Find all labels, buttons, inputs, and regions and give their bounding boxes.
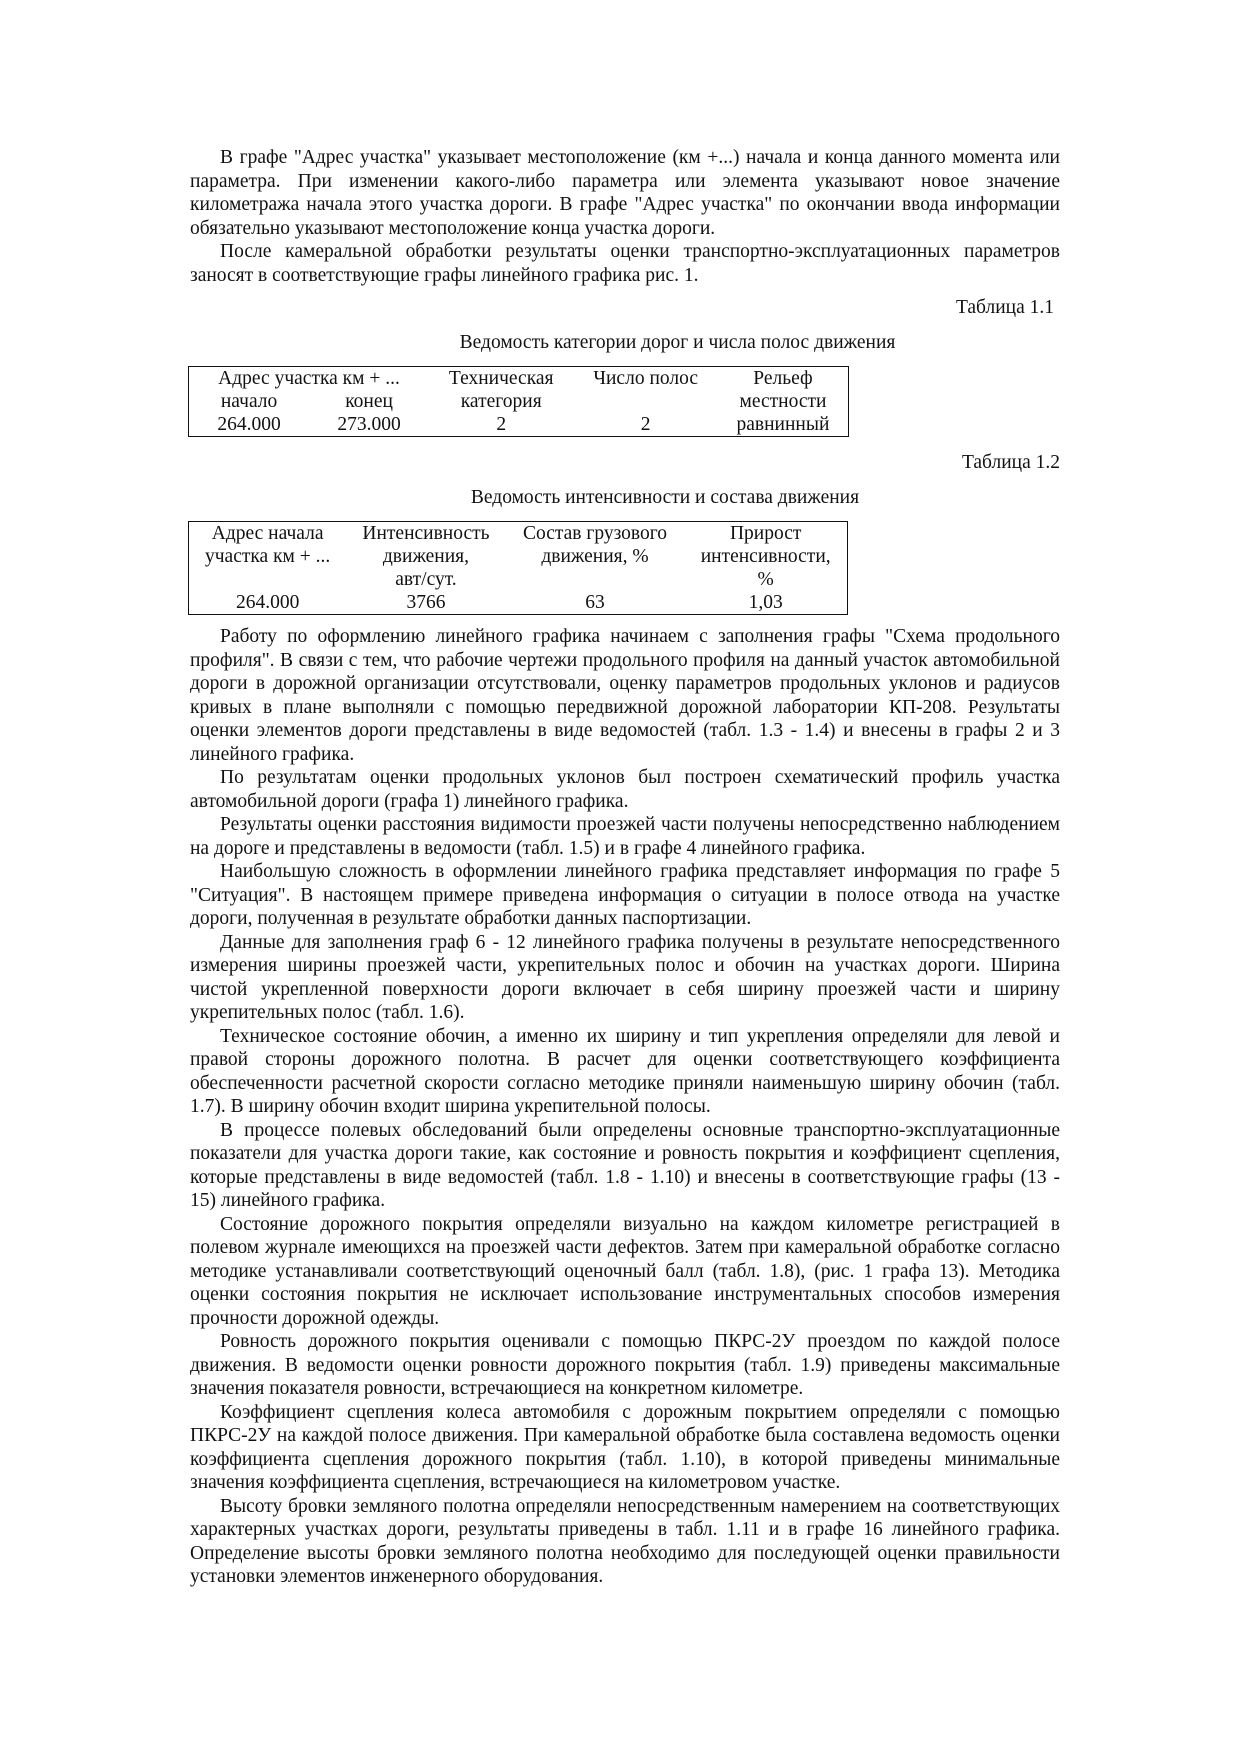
table-2-cell-composition: 63 bbox=[585, 592, 605, 613]
table-1-sub-start: начало bbox=[220, 391, 278, 412]
table-1-cell-start: 264.000 bbox=[217, 414, 281, 435]
document-page bbox=[190, 146, 1060, 1589]
paragraph: По результатам оценки продольных уклонов был построен схематический профиль участка автомобильной дороги (графа 1) линейного графика. bbox=[190, 767, 1060, 812]
table-1 bbox=[188, 366, 849, 437]
paragraph: Высоту бровки земляного полотна определяли непосредственным намерением на соответствующих характерных участках дороги, результаты приведены в табл. 1.11 и в графе 16 линейного графика. Определение высоты бровки земляного полотна необходимо для последующей оценки правильности установки элементов инженерного оборудования. bbox=[190, 1495, 1060, 1587]
table-2-h3-growth: % bbox=[757, 569, 774, 590]
table-row bbox=[189, 591, 848, 615]
paragraph: Работу по оформлению линейного графика начинаем с заполнения графы "Схема продольного профиля". В связи с тем, что рабочие чертежи продольного профиля на данный участок автомобильной дороги в дорожной организации отсутствовали, оценку параметров продольных уклонов и радиусов кривых в плане выполняли с помощью передвижной дорожной лаборатории КП-208. Результаты оценки элементов дороги представлены в виде ведомостей (табл. 1.3 - 1.4) и внесены в графы 2 и 3 линейного графика. bbox=[190, 626, 1060, 765]
table-1-cell-category: 2 bbox=[496, 414, 507, 435]
body-text bbox=[190, 625, 1060, 1589]
table-2-h3-composition bbox=[506, 568, 685, 591]
table-2-cell-intensity: 3766 bbox=[406, 592, 446, 613]
table-1-header-category: Техническая bbox=[448, 368, 554, 389]
table-1-sub-end: конец bbox=[345, 391, 393, 412]
table-2-h3-address bbox=[189, 568, 347, 591]
paragraph: Техническое состояние обочин, а именно их ширину и тип укрепления определяли для левой и правой стороны дорожного полотна. В расчет для оценки соответствующего коэффициента обеспеченности расчетной скорости согласно методике приняли наименьшую ширину обочин (табл. 1.7). В ширину обочин входит ширина укрепительной полосы. bbox=[190, 1025, 1060, 1117]
table-1-cell-lanes: 2 bbox=[640, 414, 651, 435]
table-1-sub-category: категория bbox=[460, 391, 542, 412]
table-2-h2-growth: интенсивности, bbox=[700, 546, 831, 567]
table-1-title: Ведомость категории дорог и числа полос движения bbox=[459, 332, 896, 353]
paragraph: Наибольшую сложность в оформлении линейного графика представляет информация по графе 5 "Ситуация". В настоящем примере приведена информация о ситуации в полосе отвода на участке дороги, полученная в результате обработки данных паспортизации. bbox=[190, 861, 1060, 929]
paragraph: В процессе полевых обследований были определены основные транспортно-эксплуатационные показатели для участка дороги такие, как состояние и ровность покрытия и коэффициент сцепления, которые представлены в виде ведомостей (табл. 1.8 - 1.10) и внесены в соответствующие графы (13 - 15) линейного графика. bbox=[190, 1119, 1060, 1211]
paragraph: После камеральной обработки результаты оценки транспортно-эксплуатационных параметров заносят в соответствующие графы линейного графика рис. 1. bbox=[190, 241, 1060, 286]
paragraph: Коэффициент сцепления колеса автомобиля с дорожным покрытием определяли с помощью ПКРС-2У на каждой полосе движения. При камеральной обработке была составлена ведомость оценки коэффициента сцепления дорожного покрытия (табл. 1.10), в которой приведены минимальные значения коэффициента сцепления, встречающиеся на километровом участке. bbox=[190, 1401, 1060, 1493]
paragraph: Результаты оценки расстояния видимости проезжей части получены непосредственно наблюдением на дороге и представлены в ведомости (табл. 1.5) и в графе 4 линейного графика. bbox=[190, 814, 1060, 859]
paragraph: Ровность дорожного покрытия оценивали с помощью ПКРС-2У проездом по каждой полосе движения. В ведомости оценки ровности дорожного покрытия (табл. 1.9) приведены максимальные значения показателя ровности, встречающиеся на конкретном километре. bbox=[190, 1331, 1060, 1399]
table-2-h1-address: Адрес начала bbox=[211, 523, 324, 544]
table-1-number: Таблица 1.1 bbox=[955, 297, 1054, 318]
table-1-header-relief: Рельеф bbox=[753, 368, 813, 389]
table-1-sub-lanes bbox=[573, 390, 718, 413]
paragraph: В графе "Адрес участка" указывает местоположение (км +...) начала и конца данного момента или параметра. При изменении какого-либо параметра или элемента указывают новое значение километража начала этого участка дороги. В графе "Адрес участка" по окончании ввода информации обязательно указывают местоположение конца участка дороги. bbox=[190, 147, 1060, 239]
table-1-sub-relief: местности bbox=[739, 391, 827, 412]
table-2-title: Ведомость интенсивности и состава движения bbox=[470, 487, 860, 508]
paragraph: Состояние дорожного покрытия определяли визуально на каждом километре регистрацией в полевом журнале имеющихся на проезжей части дефектов. Затем при камеральной обработке согласно методике устанавливали соответствующий оценочный балл (табл. 1.8), (рис. 1 графа 13). Методика оценки состояния покрытия не исключает использование инструментальных способов измерения прочности дорожной одежды. bbox=[190, 1213, 1060, 1329]
table-2-h2-intensity: движения, bbox=[382, 546, 470, 567]
table-2-cell-growth: 1,03 bbox=[748, 592, 783, 613]
table-row bbox=[189, 413, 849, 437]
table-1-header-address: Адрес участка км + ... bbox=[218, 368, 400, 389]
paragraph: Данные для заполнения граф 6 - 12 линейного графика получены в результате непосредственного измерения ширины проезжей части, укрепительных полос и обочин на участках дороги. Ширина чистой укрепленной поверхности дороги включает в себя ширину проезжей части и ширину укрепительных полос (табл. 1.6). bbox=[190, 931, 1060, 1023]
table-2-h2-composition: движения, % bbox=[541, 546, 649, 567]
table-2-number: Таблица 1.2 bbox=[961, 452, 1060, 473]
table-2-h2-address: участка км + ... bbox=[204, 546, 331, 567]
table-1-cell-end: 273.000 bbox=[337, 414, 401, 435]
table-2-cell-address: 264.000 bbox=[235, 592, 300, 613]
table-1-header-lanes: Число полос bbox=[593, 368, 698, 389]
table-2 bbox=[188, 521, 848, 615]
table-1-cell-relief: равнинный bbox=[736, 414, 830, 435]
table-2-h1-growth: Прирост bbox=[729, 523, 802, 544]
table-2-h1-intensity: Интенсивность bbox=[362, 523, 490, 544]
table-2-h3-intensity: авт/сут. bbox=[395, 569, 457, 590]
table-2-h1-composition: Состав грузового bbox=[522, 523, 668, 544]
